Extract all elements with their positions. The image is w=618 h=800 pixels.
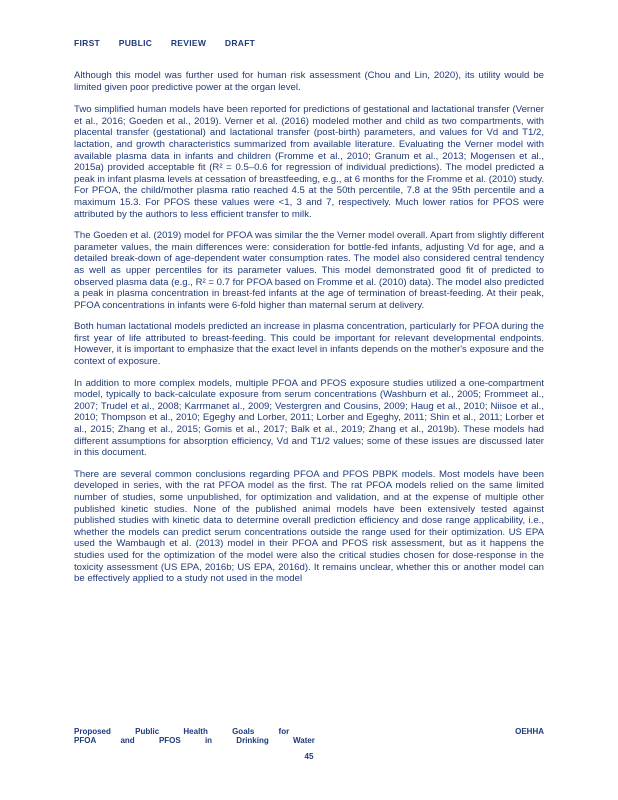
footer-word: in xyxy=(204,736,213,745)
footer-word: Water xyxy=(292,736,315,745)
footer-agency: OEHHA xyxy=(515,727,544,736)
header-word: REVIEW xyxy=(170,38,207,48)
footer-word: Proposed xyxy=(74,727,111,736)
footer-word: and xyxy=(120,736,135,745)
footer-word: PFOS xyxy=(158,736,181,745)
paragraph: There are several common conclusions regarding PFOA and PFOS PBPK models. Most models have been developed in series, with the rat PFOA model as the first. The rat PFOA models relied on the same limited number of studies, some unpublished, for optimization and validation, and at the expense of multiple other published kinetic studies. None of the published animal models have been extensively tested against published studies with kinetic data to determine overall prediction efficiency and dose range applicability, i.e., whether the models can predict serum concentrations outside the range used for their optimization. US EPA used the Wambaugh et al. (2013) model in their PFOA and PFOS risk assessment, but as it happens the studies used for the optimization of the model were also the critical studies chosen for dose-response in the toxicity assessment (US EPA, 2016b; US EPA, 2016d). It remains unclear, whether this or another model can be effectively applied to a study not used in the model xyxy=(74,468,544,585)
page-footer xyxy=(74,727,544,745)
page-number: 45 xyxy=(304,752,314,761)
header-word: PUBLIC xyxy=(118,38,153,48)
paragraph: Two simplified human models have been reported for predictions of gestational and lactational transfer (Verner et al., 2016; Goeden et al., 2019). Verner et al. (2016) modeled mother and child as two compartments, with placental transfer (gestational) and lactational transfer (post-birth) parameters, and values for Vd and T1/2, lactation, and growth characteristics summarized from available literature. Evaluating the Verner model with available plasma data in infants and children (Fromme et al., 2010; Granum et al., 2013; Mogensen et al., 2015a) provided acceptable fit (R² = 0.5–0.6 for regression of individual predictions). The model predicted a peak in infant plasma levels at cessation of breastfeeding, e.g., at 6 months for the Fromme et al. (2010) study. For PFOA, the child/mother plasma ratio reached 4.5 at the 50th percentile, 7.8 at the 95th percentile and a maximum 15.3. For PFOS these values were <1, 3 and 7, respectively. Much lower ratios for PFOS were attributed by the authors to less efficient transfer to milk. xyxy=(74,104,544,220)
document-body xyxy=(74,70,544,595)
footer-word: Drinking xyxy=(236,736,269,745)
paragraph: The Goeden et al. (2019) model for PFOA was similar the the Verner model overall. Apart from slightly different parameter values, the main differences were: consideration for bottle-fed infants, adjusting Vd for age, and a detailed break-down of age-dependent water consumption rates. The model also considered central tendency as well as upper percentiles for its parameter values. This model demonstrated good fit of predicted to observed plasma data (e.g., R² = 0.7 for PFOA based on Fromme et al. (2010) data). The model also predicted a peak in plasma concentration in breast-fed infants at the age of termination of breast-feeding. At their peak, PFOA concentrations in infants were 6-fold higher than maternal serum at delivery. xyxy=(74,230,544,311)
paragraph: In addition to more complex models, multiple PFOA and PFOS exposure studies utilized a one-compartment model, typically to back-calculate exposure from serum concentrations (Washburn et al., 2005; Frommeet al., 2007; Trudel et al., 2008; Karrmanet al., 2009; Vestergren and Cousins, 2009; Haug et al., 2010; Niisoe et al., 2010; Thompson et al., 2010; Egeghy and Lorber, 2011; Lorber and Egeghy, 2011; Shin et al., 2011; Lorber et al., 2015; Zhang et al., 2015; Gomis et al., 2017; Balk et al., 2019; Zhang et al., 2019b). These models had different assumptions for absorption efficiency, Vd and T1/2 values; some of these issues are discussed later in this document. xyxy=(74,377,544,459)
footer-word: Health xyxy=(183,727,208,736)
footer-word: for xyxy=(278,727,290,736)
footer-word: Public xyxy=(135,727,160,736)
header-word: FIRST xyxy=(74,38,101,48)
paragraph: Both human lactational models predicted an increase in plasma concentration, particularly for PFOA during the first year of life attributed to breast-feeding. This could be important for relevant developmental endpoints. However, it is important to emphasize that the exact level in infants depends on the mother's exposure and the context of exposure. xyxy=(74,321,544,368)
footer-word: PFOA xyxy=(74,736,97,745)
header-word: DRAFT xyxy=(224,38,256,48)
paragraph: Although this model was further used for human risk assessment (Chou and Lin, 2020), its utility would be limited given poor predictive power at the organ level. xyxy=(74,70,544,93)
footer-word: Goals xyxy=(232,727,255,736)
draft-header xyxy=(74,38,271,48)
